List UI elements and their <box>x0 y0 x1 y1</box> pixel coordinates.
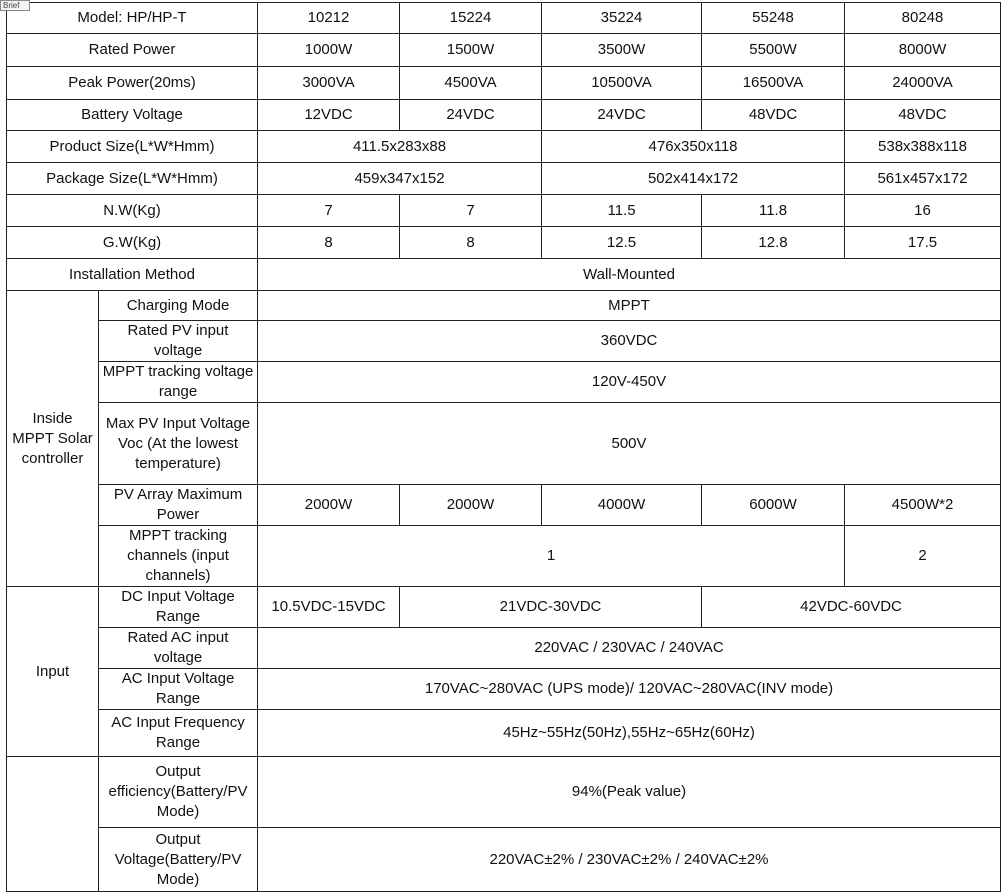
cell-package-size-1: 459x347x152 <box>258 163 542 195</box>
cell-pv-array-power-5: 4500W*2 <box>845 485 1001 526</box>
label-pv-array-power: PV Array Maximum Power <box>99 485 258 526</box>
label-dc-voltage-range: DC Input Voltage Range <box>99 587 258 628</box>
label-tracking-channels: MPPT tracking channels (input channels) <box>99 526 258 587</box>
group-input-label: Input <box>7 587 99 757</box>
row-rated-pv-voltage <box>7 321 1001 362</box>
spec-table <box>6 2 1001 892</box>
cell-gross-weight-2: 8 <box>400 227 542 259</box>
cell-tracking-channels-2: 2 <box>845 526 1001 587</box>
row-installation <box>7 259 1001 291</box>
row-pv-array-power <box>7 485 1001 526</box>
row-rated-power <box>7 34 1001 67</box>
cell-installation: Wall-Mounted <box>258 259 1001 291</box>
label-charging-mode: Charging Mode <box>99 291 258 321</box>
row-model <box>7 3 1001 34</box>
cell-rated-power-2: 1500W <box>400 34 542 67</box>
label-gross-weight: G.W(Kg) <box>7 227 258 259</box>
cell-output-efficiency: 94%(Peak value) <box>258 757 1001 828</box>
cell-tracking-channels-1: 1 <box>258 526 845 587</box>
row-tracking-range <box>7 362 1001 403</box>
cell-net-weight-3: 11.5 <box>542 195 702 227</box>
group-mppt-label: Inside MPPT Solar controller <box>7 291 99 587</box>
label-rated-pv-voltage: Rated PV input voltage <box>99 321 258 362</box>
row-product-size <box>7 131 1001 163</box>
label-tracking-range: MPPT tracking voltage range <box>99 362 258 403</box>
row-package-size <box>7 163 1001 195</box>
cell-charging-mode: MPPT <box>258 291 1001 321</box>
row-net-weight <box>7 195 1001 227</box>
row-peak-power <box>7 67 1001 100</box>
label-installation: Installation Method <box>7 259 258 291</box>
cell-peak-power-1: 3000VA <box>258 67 400 100</box>
cell-dc-voltage-range-3: 42VDC-60VDC <box>702 587 1001 628</box>
cell-product-size-3: 538x388x118 <box>845 131 1001 163</box>
cell-model-10212: 10212 <box>258 3 400 34</box>
cell-package-size-2: 502x414x172 <box>542 163 845 195</box>
cell-gross-weight-3: 12.5 <box>542 227 702 259</box>
cell-rated-power-1: 1000W <box>258 34 400 67</box>
label-rated-power: Rated Power <box>7 34 258 67</box>
cell-battery-voltage-3: 24VDC <box>542 100 702 131</box>
cell-gross-weight-4: 12.8 <box>702 227 845 259</box>
cell-max-pv-voltage: 500V <box>258 403 1001 485</box>
cell-peak-power-2: 4500VA <box>400 67 542 100</box>
cell-rated-ac-voltage: 220VAC / 230VAC / 240VAC <box>258 628 1001 669</box>
label-ac-voltage-range: AC Input Voltage Range <box>99 669 258 710</box>
label-net-weight: N.W(Kg) <box>7 195 258 227</box>
row-tracking-channels <box>7 526 1001 587</box>
row-charging-mode <box>7 291 1001 321</box>
row-battery-voltage <box>7 100 1001 131</box>
label-battery-voltage: Battery Voltage <box>7 100 258 131</box>
cell-tracking-range: 120V-450V <box>258 362 1001 403</box>
row-max-pv-voltage <box>7 403 1001 485</box>
row-output-voltage <box>7 828 1001 892</box>
cell-pv-array-power-2: 2000W <box>400 485 542 526</box>
cell-battery-voltage-5: 48VDC <box>845 100 1001 131</box>
cell-pv-array-power-1: 2000W <box>258 485 400 526</box>
cell-model-35224: 35224 <box>542 3 702 34</box>
label-rated-ac-voltage: Rated AC input voltage <box>99 628 258 669</box>
cell-dc-voltage-range-1: 10.5VDC-15VDC <box>258 587 400 628</box>
cell-net-weight-4: 11.8 <box>702 195 845 227</box>
cell-product-size-1: 411.5x283x88 <box>258 131 542 163</box>
cell-rated-power-3: 3500W <box>542 34 702 67</box>
cell-product-size-2: 476x350x118 <box>542 131 845 163</box>
row-ac-frequency-range <box>7 710 1001 757</box>
cell-model-80248: 80248 <box>845 3 1001 34</box>
cell-model-55248: 55248 <box>702 3 845 34</box>
cell-net-weight-1: 7 <box>258 195 400 227</box>
cell-battery-voltage-1: 12VDC <box>258 100 400 131</box>
row-dc-voltage-range <box>7 587 1001 628</box>
cell-ac-frequency-range: 45Hz~55Hz(50Hz),55Hz~65Hz(60Hz) <box>258 710 1001 757</box>
cell-gross-weight-5: 17.5 <box>845 227 1001 259</box>
cell-model-15224: 15224 <box>400 3 542 34</box>
cell-rated-power-5: 8000W <box>845 34 1001 67</box>
cell-peak-power-3: 10500VA <box>542 67 702 100</box>
cell-battery-voltage-2: 24VDC <box>400 100 542 131</box>
cell-package-size-3: 561x457x172 <box>845 163 1001 195</box>
cell-net-weight-2: 7 <box>400 195 542 227</box>
cell-battery-voltage-4: 48VDC <box>702 100 845 131</box>
cell-rated-pv-voltage: 360VDC <box>258 321 1001 362</box>
row-ac-voltage-range <box>7 669 1001 710</box>
cell-peak-power-5: 24000VA <box>845 67 1001 100</box>
row-output-efficiency <box>7 757 1001 828</box>
cell-pv-array-power-3: 4000W <box>542 485 702 526</box>
row-rated-ac-voltage <box>7 628 1001 669</box>
label-ac-frequency-range: AC Input Frequency Range <box>99 710 258 757</box>
label-output-voltage: Output Voltage(Battery/PV Mode) <box>99 828 258 892</box>
label-model: Model: HP/HP-T <box>7 3 258 34</box>
label-max-pv-voltage: Max PV Input Voltage Voc (At the lowest temperature) <box>99 403 258 485</box>
row-gross-weight <box>7 227 1001 259</box>
label-package-size: Package Size(L*W*Hmm) <box>7 163 258 195</box>
cell-ac-voltage-range: 170VAC~280VAC (UPS mode)/ 120VAC~280VAC(INV mode) <box>258 669 1001 710</box>
cell-peak-power-4: 16500VA <box>702 67 845 100</box>
cell-output-voltage: 220VAC±2% / 230VAC±2% / 240VAC±2% <box>258 828 1001 892</box>
cell-dc-voltage-range-2: 21VDC-30VDC <box>400 587 702 628</box>
label-peak-power: Peak Power(20ms) <box>7 67 258 100</box>
cell-gross-weight-1: 8 <box>258 227 400 259</box>
cell-rated-power-4: 5500W <box>702 34 845 67</box>
cell-net-weight-5: 16 <box>845 195 1001 227</box>
group-output-label <box>7 757 99 892</box>
corner-badge: Brief <box>0 0 30 11</box>
cell-pv-array-power-4: 6000W <box>702 485 845 526</box>
label-product-size: Product Size(L*W*Hmm) <box>7 131 258 163</box>
label-output-efficiency: Output efficiency(Battery/PV Mode) <box>99 757 258 828</box>
